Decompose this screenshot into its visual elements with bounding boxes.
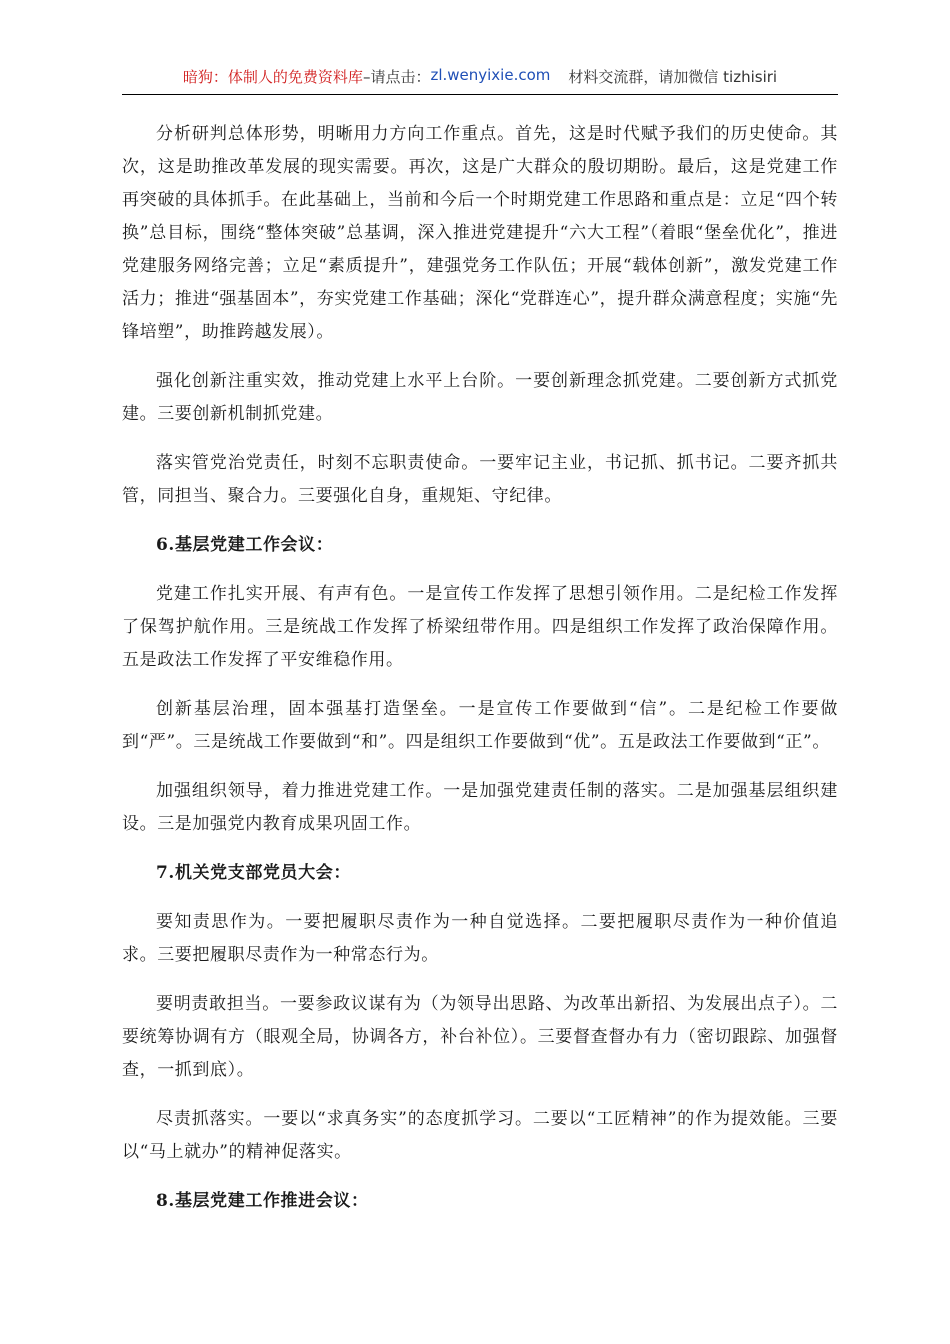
paragraph-2: 强化创新注重实效，推动党建上水平上台阶。一要创新理念抓党建。二要创新方式抓党建。三要创新机制抓党建。 bbox=[122, 371, 838, 424]
paragraph-5: 创新基层治理，固本强基打造堡垒。一是宣传工作要做到“信”。二是纪检工作要做到“严”。三是统战工作要做到“和”。四是组织工作要做到“优”。五是政法工作要做到“正”。 bbox=[122, 699, 838, 752]
document-body bbox=[122, 118, 838, 1234]
paragraph-7: 要知责思作为。一要把履职尽责作为一种自觉选择。二要把履职尽责作为一种价值追求。三要把履职尽责作为一种常态行为。 bbox=[122, 912, 838, 965]
header-group-info: 材料交流群，请加微信 tizhisiri bbox=[568, 68, 778, 86]
paragraph-8: 要明责敢担当。一要参政议谋有为（为领导出思路、为改革出新招、为发展出点子）。二要统筹协调有方（眼观全局，协调各方，补台补位）。三要督查督办有力（密切跟踪、加强督查，一抓到底）。 bbox=[122, 994, 838, 1080]
section-heading-7: 7.机关党支部党员大会： bbox=[156, 863, 351, 883]
page-header bbox=[122, 66, 838, 95]
paragraph-6: 加强组织领导，着力推进党建工作。一是加强党建责任制的落实。二是加强基层组织建设。三是加强党内教育成果巩固工作。 bbox=[122, 781, 838, 834]
paragraph-3: 落实管党治党责任，时刻不忘职责使命。一要牢记主业，书记抓、抓书记。二要齐抓共管，同担当、聚合力。三要强化自身，重规矩、守纪律。 bbox=[122, 453, 838, 506]
header-click-prefix: –请点击： bbox=[362, 68, 431, 86]
section-heading-8: 8.基层党建工作推进会议： bbox=[156, 1191, 369, 1211]
section-heading-6: 6.基层党建工作会议： bbox=[156, 535, 334, 555]
paragraph-1: 分析研判总体形势，明晰用力方向工作重点。首先，这是时代赋予我们的历史使命。其次，这是助推改革发展的现实需要。再次，这是广大群众的殷切期盼。最后，这是党建工作再突破的具体抓手。在此基础上，当前和今后一个时期党建工作思路和重点是：立足“四个转换”总目标，围绕“整体突破”总基调，深入推进党建提升“六大工程”（着眼“堡垒优化”，推进党建服务网络完善；立足“素质提升”，建强党务工作队伍；开展“载体创新”，激发党建工作活力；推进“强基固本”，夯实党建工作基础；深化“党群连心”，提升群众满意程度；实施“先锋培塑”，助推跨越发展）。 bbox=[122, 124, 838, 342]
header-site-name[interactable]: 暗狗：体制人的免费资料库 bbox=[182, 68, 363, 86]
paragraph-4: 党建工作扎实开展、有声有色。一是宣传工作发挥了思想引领作用。二是纪检工作发挥了保驾护航作用。三是统战工作发挥了桥梁纽带作用。四是组织工作发挥了政治保障作用。五是政法工作发挥了平安维稳作用。 bbox=[122, 584, 838, 670]
header-url-link[interactable]: zl.wenyixie.com bbox=[430, 66, 551, 84]
paragraph-9: 尽责抓落实。一要以“求真务实”的态度抓学习。二要以“工匠精神”的作为提效能。三要以“马上就办”的精神促落实。 bbox=[122, 1109, 838, 1162]
